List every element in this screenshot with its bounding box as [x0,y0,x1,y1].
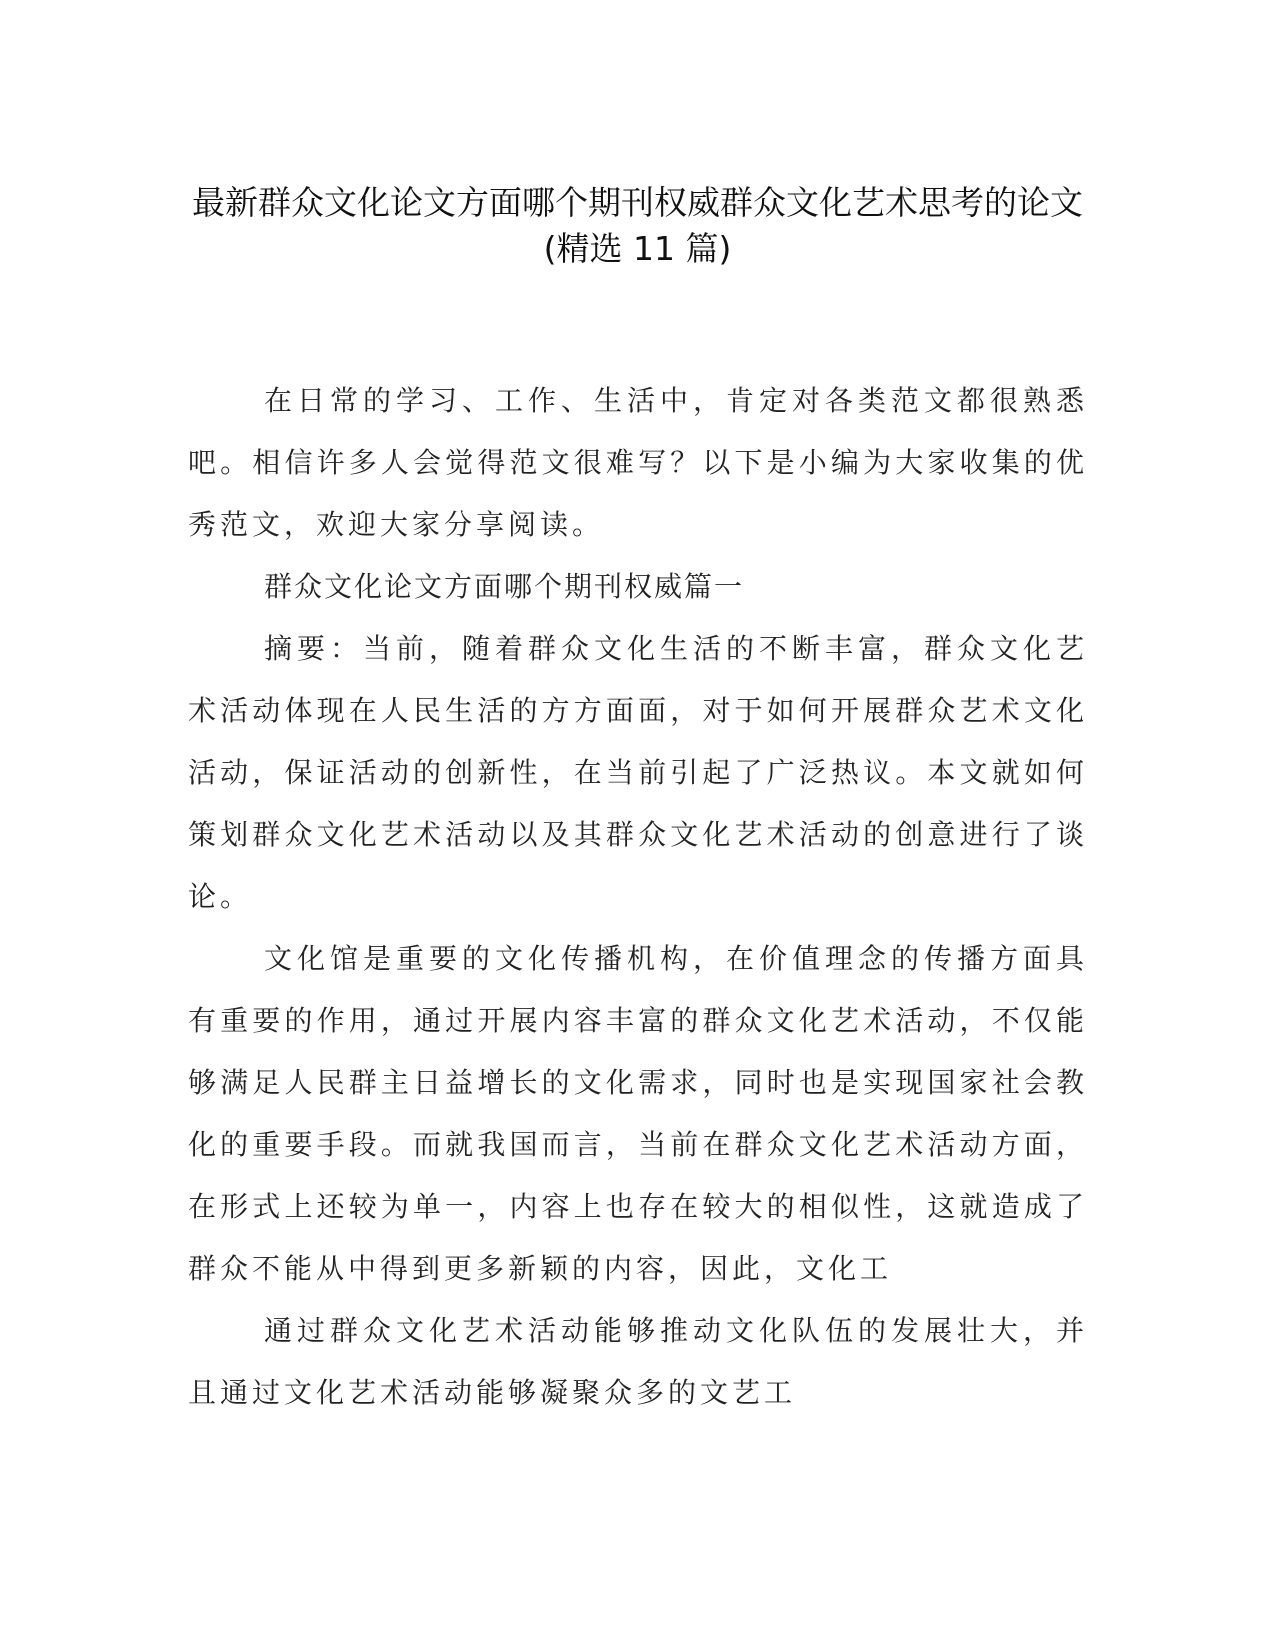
title-line-1: 最新群众文化论文方面哪个期刊权威群众文化艺术思考的论文 [192,183,1083,222]
title-line-2: (精选 11 篇) [543,229,732,268]
intro-paragraph: 在日常的学习、工作、生活中，肯定对各类范文都很熟悉吧。相信许多人会觉得范文很难写？以下是小编为大家收集的优秀范文，欢迎大家分享阅读。 [188,384,1088,541]
body-paragraph-1: 文化馆是重要的文化传播机构，在价值理念的传播方面具有重要的作用，通过开展内容丰富的群众文化艺术活动，不仅能够满足人民群主日益增长的文化需求，同时也是实现国家社会教化的重要手段。而就我国而言，当前在群众文化艺术活动方面，在形式上还较为单一，内容上也存在较大的相似性，这就造成了群众不能从中得到更多新颖的内容，因此，文化工 [188,942,1088,1285]
body-paragraph-2: 通过群众文化艺术活动能够推动文化队伍的发展壮大，并且通过文化艺术活动能够凝聚众多的文艺工 [188,1314,1088,1409]
abstract-paragraph: 摘要：当前，随着群众文化生活的不断丰富，群众文化艺术活动体现在人民生活的方方面面，对于如何开展群众艺术文化活动，保证活动的创新性，在当前引起了广泛热议。本文就如何策划群众文化艺术活动以及其群众文化艺术活动的创意进行了谈论。 [188,632,1088,913]
document-title [150,180,1125,272]
document-body [188,370,1088,1424]
section-heading: 群众文化论文方面哪个期刊权威篇一 [264,570,745,603]
